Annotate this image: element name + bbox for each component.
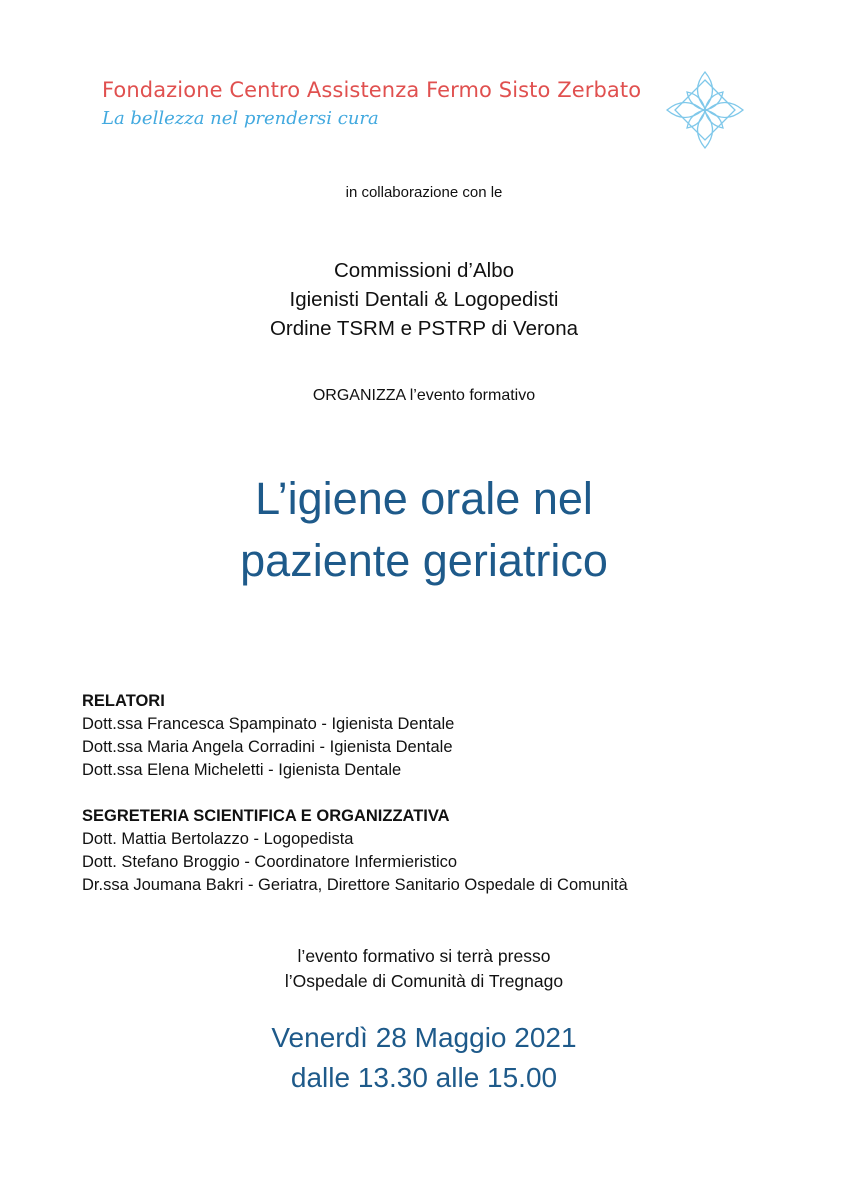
segreteria-section bbox=[82, 805, 628, 897]
segreteria-heading: SEGRETERIA SCIENTIFICA E ORGANIZZATIVA bbox=[82, 807, 450, 825]
header bbox=[102, 78, 662, 129]
venue-block bbox=[0, 944, 848, 994]
secretariat-item: Dr.ssa Joumana Bakri - Geriatra, Direttore Sanitario Ospedale di Comunità bbox=[82, 876, 628, 894]
organizza-text: ORGANIZZA l’evento formativo bbox=[312, 387, 536, 404]
speaker-item: Dott.ssa Elena Micheletti - Igienista Dentale bbox=[82, 761, 402, 779]
relatori-heading: RELATORI bbox=[82, 692, 165, 710]
event-date: Venerdì 28 Maggio 2021 bbox=[271, 1022, 577, 1053]
venue-line: l’Ospedale di Comunità di Tregnago bbox=[284, 971, 564, 991]
speaker-item: Dott.ssa Maria Angela Corradini - Igienista Dentale bbox=[82, 738, 453, 756]
event-title-line: paziente geriatrico bbox=[240, 535, 608, 586]
event-title bbox=[0, 468, 848, 592]
event-date-block bbox=[0, 1018, 848, 1098]
commission-line: Commissioni d’Albo bbox=[333, 259, 514, 282]
collaboration-text: in collaborazione con le bbox=[345, 184, 503, 201]
organization-tagline: La bellezza nel prendersi cura bbox=[102, 108, 379, 129]
venue-line: l’evento formativo si terrà presso bbox=[297, 946, 551, 966]
event-title-line: L’igiene orale nel bbox=[255, 473, 593, 524]
relatori-section bbox=[82, 690, 454, 782]
secretariat-item: Dott. Mattia Bertolazzo - Logopedista bbox=[82, 830, 354, 848]
organization-name: Fondazione Centro Assistenza Fermo Sisto Zerbato bbox=[102, 78, 642, 102]
commission-line: Ordine TSRM e PSTRP di Verona bbox=[269, 317, 579, 340]
secretariat-item: Dott. Stefano Broggio - Coordinatore Infermieristico bbox=[82, 853, 458, 871]
commission-line: Igienisti Dentali & Logopedisti bbox=[289, 288, 559, 311]
speaker-item: Dott.ssa Francesca Spampinato - Igienista Dentale bbox=[82, 715, 455, 733]
flower-logo-icon bbox=[663, 68, 747, 152]
event-time: dalle 13.30 alle 15.00 bbox=[290, 1062, 558, 1093]
commissions-block bbox=[0, 256, 848, 343]
